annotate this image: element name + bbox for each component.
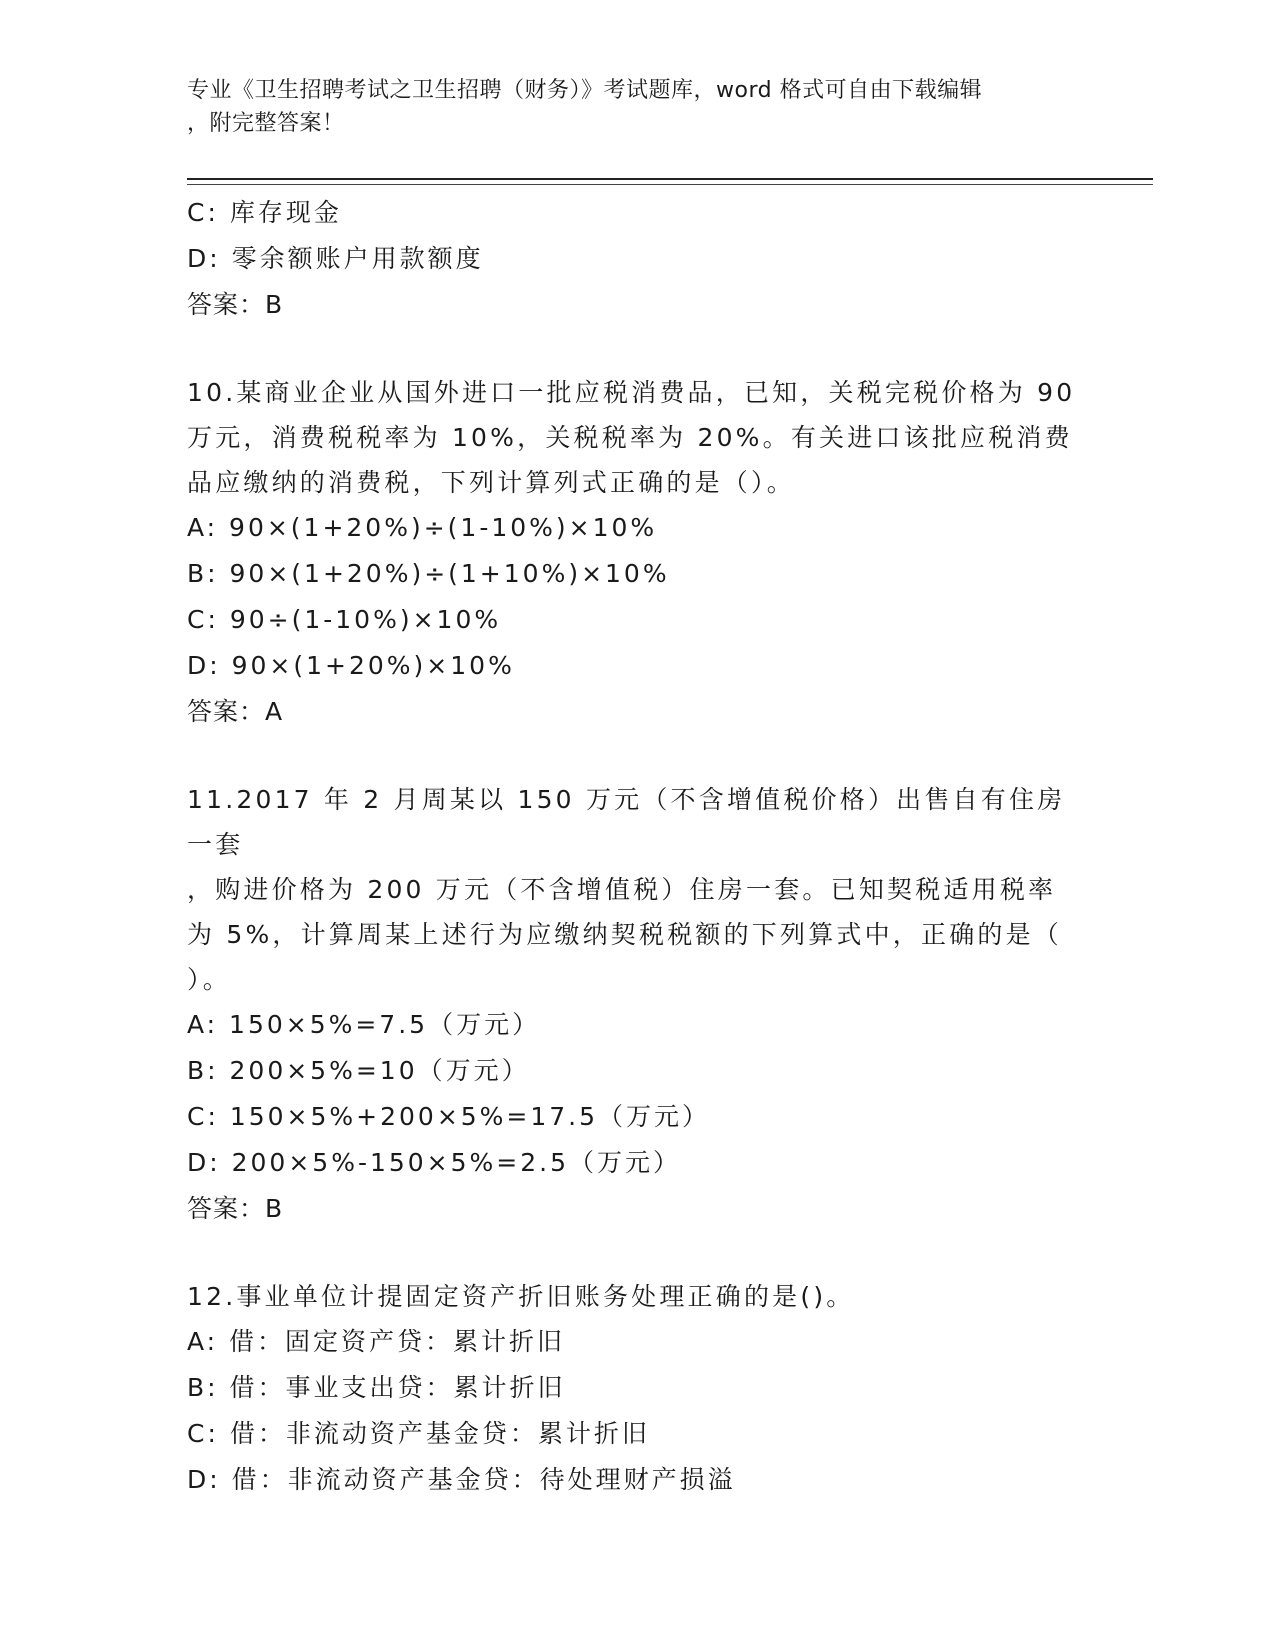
option-b: B: 200×5%=10（万元）	[187, 1056, 530, 1085]
question-9-tail	[187, 190, 1087, 328]
question-12	[187, 1274, 1087, 1503]
question-text-line: 11.2017 年 2 月周某以 150 万元（不含增值税价格）出售自有住房一套	[187, 785, 1066, 859]
question-text-line: 品应缴纳的消费税，下列计算列式正确的是（）。	[187, 468, 795, 497]
option-d: D: 借：非流动资产基金贷：待处理财产损溢	[187, 1465, 736, 1494]
spacer	[187, 735, 1087, 777]
header-line-1: 专业《卫生招聘考试之卫生招聘（财务）》考试题库，word 格式可自由下载编辑	[187, 78, 983, 103]
question-text-line: 10.某商业企业从国外进口一批应税消费品，已知，关税完税价格为 90	[187, 378, 1076, 407]
option-c: C: 借：非流动资产基金贷：累计折旧	[187, 1419, 650, 1448]
option-c: C: 150×5%+200×5%=17.5（万元）	[187, 1102, 711, 1131]
spacer	[187, 328, 1087, 370]
header-divider-thick	[187, 178, 1153, 180]
option-a: A: 150×5%=7.5（万元）	[187, 1010, 541, 1039]
option-b: B: 90×(1+20%)÷(1+10%)×10%	[187, 559, 670, 588]
option-d: D: 200×5%-150×5%=2.5（万元）	[187, 1148, 681, 1177]
question-text-line: ）。	[187, 965, 231, 994]
answer: 答案：B	[187, 290, 284, 319]
answer: 答案：B	[187, 1194, 284, 1223]
question-text-line: ，购进价格为 200 万元（不含增值税）住房一套。已知契税适用税率	[187, 875, 1057, 904]
answer: 答案：A	[187, 697, 284, 726]
question-text-line: 12.事业单位计提固定资产折旧账务处理正确的是()。	[187, 1282, 855, 1311]
option-c: C: 库存现金	[187, 198, 342, 227]
option-a: A: 90×(1+20%)÷(1-10%)×10%	[187, 513, 658, 542]
document-body	[187, 190, 1087, 1503]
header-divider-thin	[187, 184, 1153, 185]
question-10	[187, 370, 1087, 735]
option-b: B: 借：事业支出贷：累计折旧	[187, 1373, 566, 1402]
option-c: C: 90÷(1-10%)×10%	[187, 605, 502, 634]
document-header	[187, 74, 1067, 140]
question-text-line: 万元，消费税税率为 10%，关税税率为 20%。有关进口该批应税消费	[187, 423, 1073, 452]
option-d: D: 90×(1+20%)×10%	[187, 651, 515, 680]
question-11	[187, 777, 1087, 1232]
option-d: D: 零余额账户用款额度	[187, 244, 484, 273]
question-text-line: 为 5%，计算周某上述行为应缴纳契税税额的下列算式中，正确的是（	[187, 920, 1063, 949]
option-a: A: 借：固定资产贷：累计折旧	[187, 1327, 566, 1356]
spacer	[187, 1232, 1087, 1274]
header-line-2: ，附完整答案！	[187, 111, 345, 136]
